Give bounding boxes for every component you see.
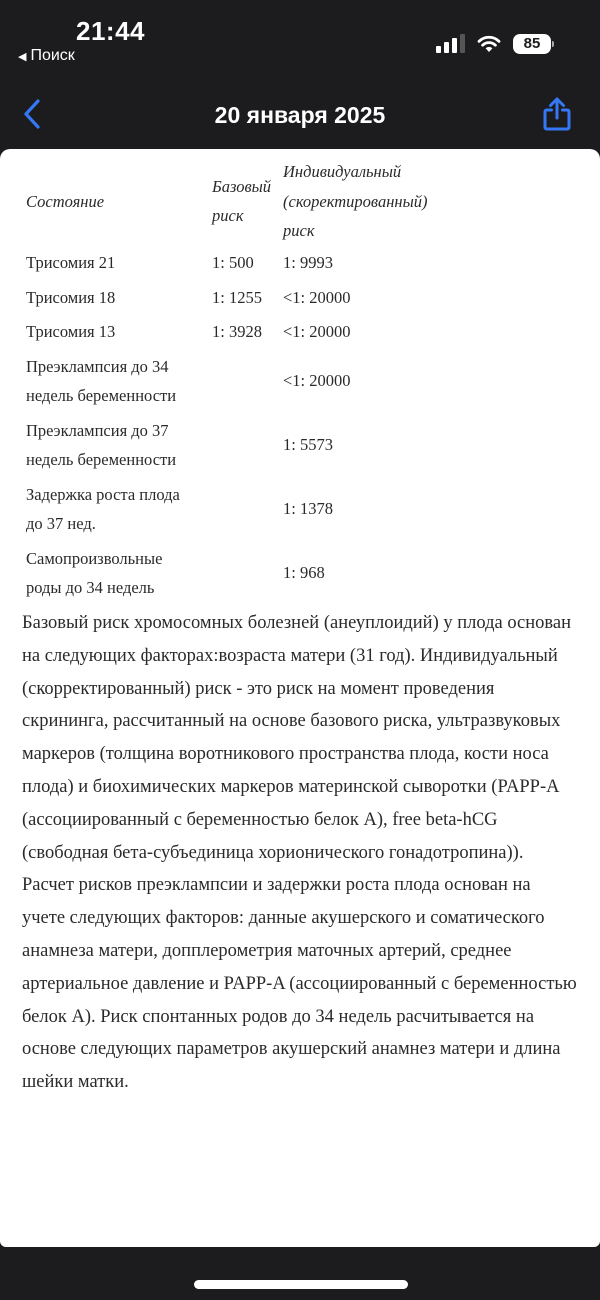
condition-line2: недель беременности (26, 386, 177, 405)
condition-line2: недель беременности (26, 450, 177, 469)
cell-condition (26, 541, 212, 605)
cell-condition (26, 280, 212, 315)
document-content (0, 157, 600, 1099)
table-row (26, 246, 483, 281)
condition-line1: Самопроизвольные (26, 548, 163, 568)
cell-base-risk: 1: 1255 (212, 287, 262, 307)
condition-line1: Трисомия 18 (26, 287, 116, 307)
status-time: 21:44 (76, 16, 145, 46)
cell-condition (26, 477, 212, 541)
header-base-risk-line1: Базовый (212, 176, 272, 196)
cell-individual-risk: <1: 20000 (283, 287, 351, 307)
paragraph-base-risk: Базовый риск хромосомных болезней (анеуплоидий) у плода основан на следующих факторах:возраста матери (31 год). Индивидуальный (скорректированный) риск - это риск на момент проведения скрининга, рассчитанный на основе базового риска, ультразвуковых маркеров (толщина воротникового пространства плода, кости носа плода) и биохимических маркеров материнской сыворотки (PAPP-A (ассоциированный с беременностью белок А), free beta-hCG (свободная бета-субъединица хорионического гонадотропина)). (22, 613, 572, 863)
paragraph-preeclampsia-risk: Расчет рисков преэклампсии и задержки роста плода основан на учете следующих факторов: данные акушерского и соматического анамнеза матери, допплерометрия маточных артерий, среднее артериальное давление и PAPP-A (ассоциированный с беременностью белок А). Риск спонтанных родов до 34 недель расчитывается на основе следующих параметров акушерский анамнез матери и длина шейки матки. (22, 875, 577, 1093)
cell-condition (26, 349, 212, 413)
condition-line2: до 37 нед. (26, 514, 96, 533)
header-base-risk-line2: риск (212, 206, 244, 226)
cell-condition (26, 315, 212, 350)
cell-base-risk (212, 477, 283, 541)
wifi-icon (477, 35, 501, 53)
table-row (26, 477, 483, 541)
condition-line1: Задержка роста плода (26, 484, 180, 504)
risk-table (26, 157, 483, 605)
condition-line1: Трисомия 13 (26, 322, 116, 341)
back-triangle-icon: ◀ (18, 50, 27, 63)
status-back-to-app[interactable] (18, 47, 75, 65)
cell-individual-risk: <1: 20000 (283, 322, 351, 341)
header-individual-line2: (скоректированный) (283, 191, 428, 211)
home-indicator[interactable] (194, 1280, 408, 1289)
header-condition: Состояние (26, 191, 105, 211)
cell-base-risk (212, 413, 283, 477)
header-individual-risk (283, 157, 483, 246)
signal-icon (436, 35, 465, 53)
cell-base-risk (212, 349, 283, 413)
cell-base-risk (212, 541, 283, 605)
battery-level: 85 (513, 34, 551, 54)
cell-individual-risk: 1: 968 (283, 563, 325, 583)
header-base-risk (212, 157, 283, 246)
cell-individual-risk: 1: 9993 (283, 253, 333, 272)
table-row (26, 280, 483, 315)
cell-individual-risk: 1: 5573 (283, 435, 333, 455)
condition-line2: роды до 34 недель (26, 578, 155, 597)
condition-line1: Трисомия 21 (26, 253, 116, 272)
cell-individual-risk: 1: 1378 (283, 499, 333, 519)
cell-base-risk: 1: 3928 (212, 322, 262, 341)
condition-line1: Преэклампсия до 34 (26, 356, 169, 376)
header-individual-line3: риск (283, 221, 315, 240)
condition-line1: Преэклампсия до 37 (26, 420, 169, 440)
header-individual-line1: Индивидуальный (283, 162, 402, 181)
table-row (26, 315, 483, 350)
share-button[interactable] (542, 96, 572, 132)
table-header-row (26, 157, 483, 246)
cell-individual-risk: <1: 20000 (283, 371, 351, 391)
page-title: 20 января 2025 (214, 102, 386, 128)
table-row (26, 541, 483, 605)
status-back-label: Поиск (30, 47, 75, 64)
table-row (26, 349, 483, 413)
cell-base-risk: 1: 500 (212, 253, 254, 272)
cell-condition (26, 246, 212, 281)
table-row (26, 413, 483, 477)
status-indicators (436, 34, 554, 54)
battery-icon (513, 34, 554, 54)
cell-condition (26, 413, 212, 477)
document-viewer[interactable] (0, 149, 600, 1247)
share-icon (542, 96, 572, 132)
risk-table-body (26, 246, 483, 606)
